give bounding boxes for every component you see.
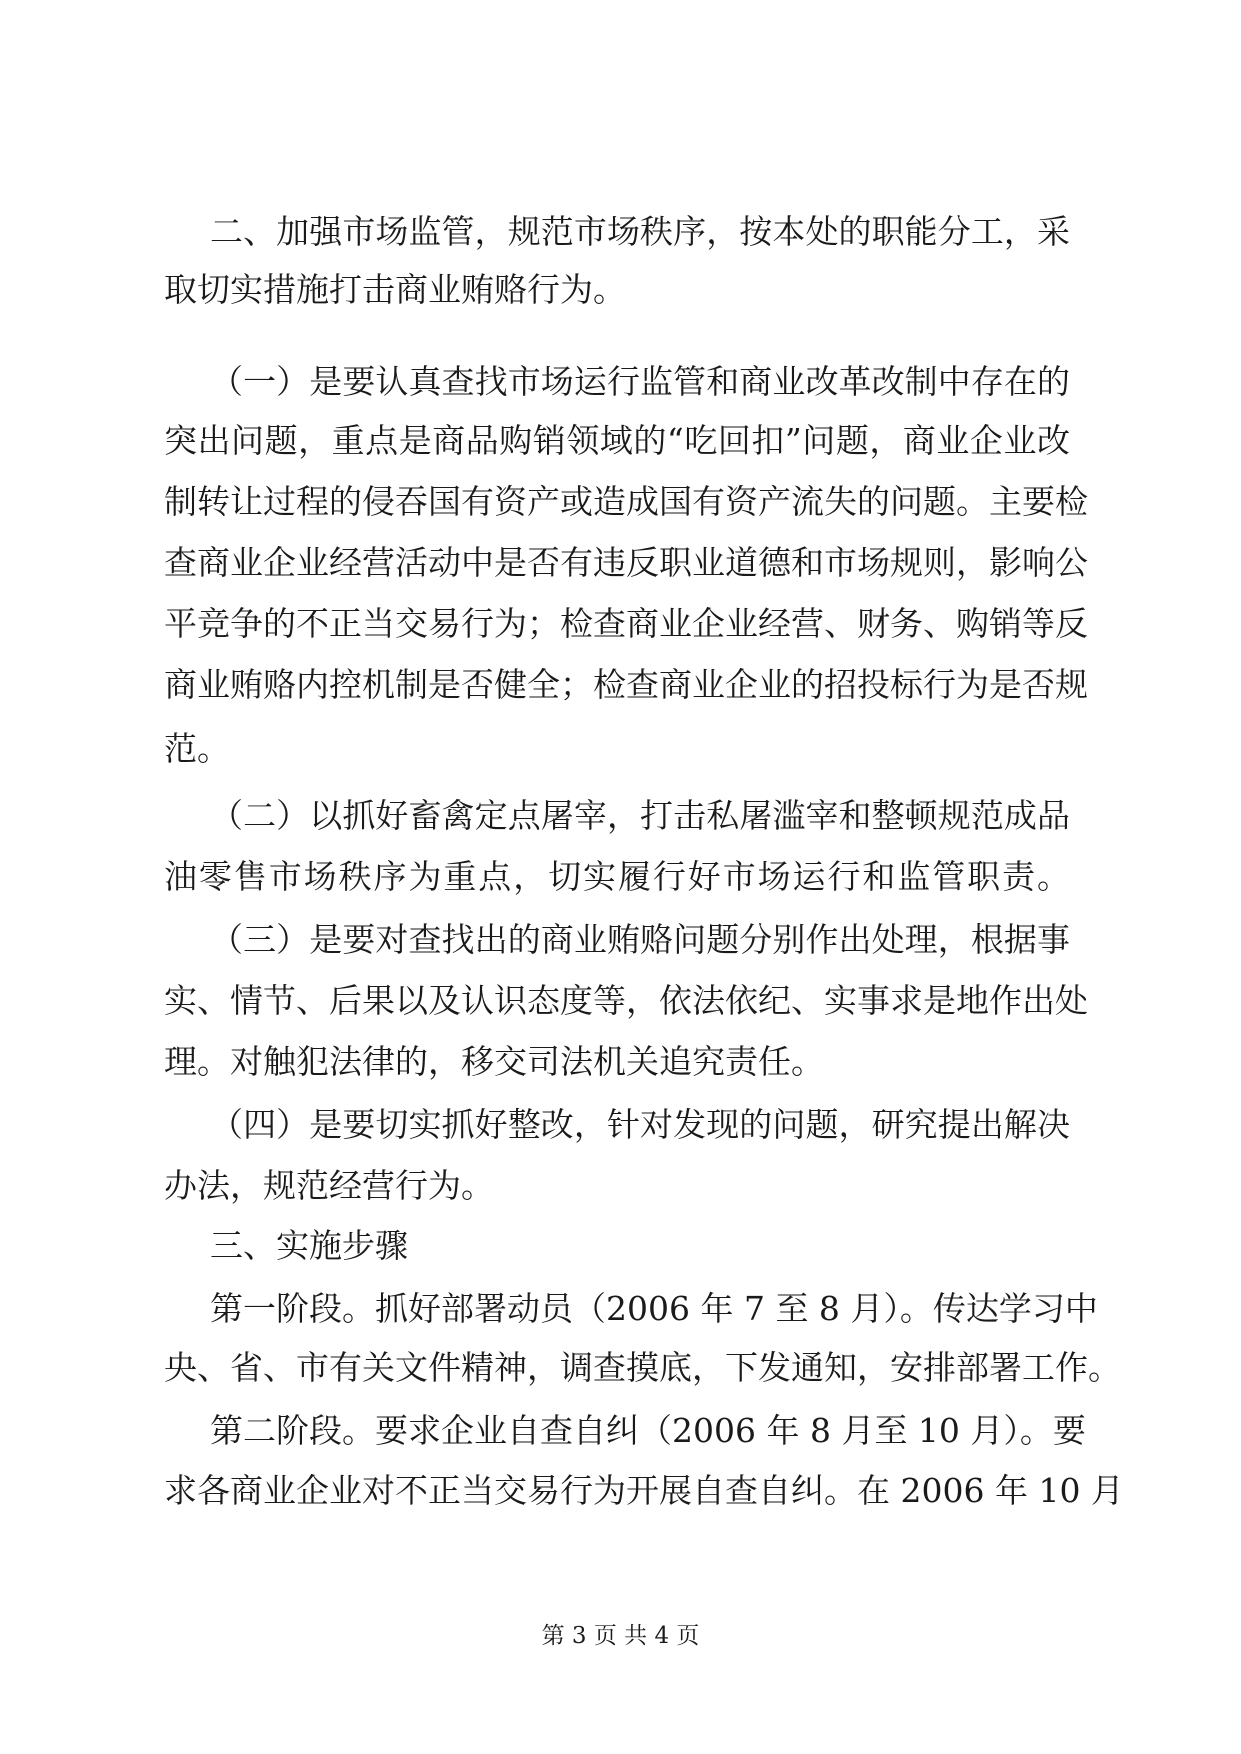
paragraph-line: 二、加强市场监管，规范市场秩序，按本处的职能分工，采 (210, 212, 1071, 251)
paragraph-line: （二）以抓好畜禽定点屠宰，打击私屠滥宰和整顿规范成品 (210, 796, 1071, 835)
paragraph-line: 制转让过程的侵吞国有资产或造成国有资产流失的问题。主要检 (164, 482, 1088, 521)
paragraph-line: 理。对触犯法律的，移交司法机关追究责任。 (164, 1042, 824, 1081)
page-number-footer: 第 3 页 共 4 页 (541, 1623, 700, 1649)
paragraph-line: 查商业企业经营活动中是否有违反职业道德和市场规则，影响公 (164, 543, 1088, 582)
paragraph-line: 办法，规范经营行为。 (164, 1166, 494, 1205)
paragraph-line: （一）是要认真查找市场运行监管和商业改革改制中存在的 (210, 362, 1071, 401)
paragraph-line: 第二阶段。要求企业自查自纠（2006 年 8 月至 10 月）。要 (210, 1411, 1086, 1450)
paragraph-line: 平竞争的不正当交易行为；检查商业企业经营、财务、购销等反 (164, 604, 1088, 643)
paragraph-line: 第一阶段。抓好部署动员（2006 年 7 至 8 月）。传达学习中 (210, 1289, 1098, 1328)
paragraph-line: 范。 (164, 729, 230, 768)
section-heading: 三、实施步骤 (210, 1226, 408, 1265)
paragraph-line: 商业贿赂内控机制是否健全；检查商业企业的招投标行为是否规 (164, 665, 1088, 704)
paragraph-line: 取切实措施打击商业贿赂行为。 (164, 270, 626, 309)
paragraph-line: 突出问题，重点是商品购销领域的“吃回扣”问题，商业企业改 (164, 421, 1071, 460)
paragraph-line: （三）是要对查找出的商业贿赂问题分别作出处理，根据事 (210, 920, 1071, 959)
paragraph-line: 油零售市场秩序为重点，切实履行好市场运行和监管职责。 (164, 857, 1072, 896)
paragraph-line: 实、情节、后果以及认识态度等，依法依纪、实事求是地作出处 (164, 981, 1088, 1020)
paragraph-line: 求各商业企业对不正当交易行为开展自查自纠。在 2006 年 10 月 (164, 1471, 1124, 1510)
paragraph-line: （四）是要切实抓好整改，针对发现的问题，研究提出解决 (210, 1105, 1071, 1144)
paragraph-line: 央、省、市有关文件精神，调查摸底，下发通知，安排部署工作。 (164, 1348, 1121, 1387)
